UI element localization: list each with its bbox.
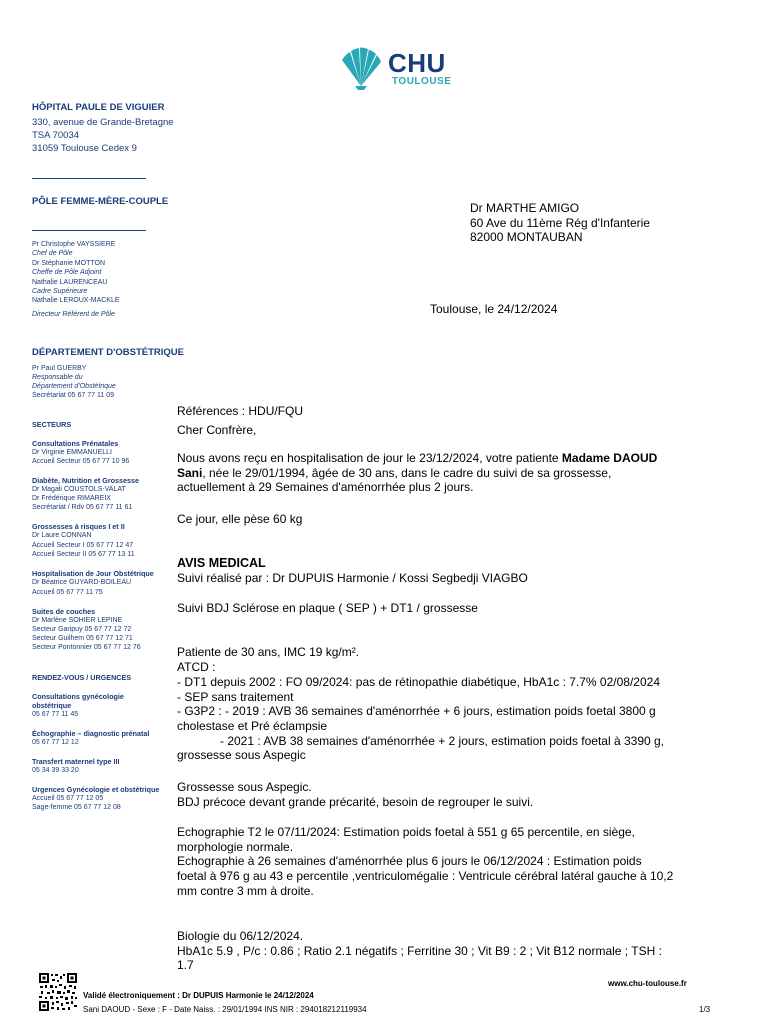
recipient-line: Dr MARTHE AMIGO [470, 201, 580, 215]
atcd-line: cholestase et Pré éclampsie [177, 719, 328, 733]
sector-line: Dr Béatrice GUYARD-BOILEAU [32, 579, 132, 586]
pole-title: PÔLE FEMME-MÈRE-COUPLE [32, 196, 169, 207]
atcd-line: - DT1 depuis 2002 : FO 09/2024: pas de rétinopathie diabétique, HbA1c : 7.7% 02/08/2024 [177, 675, 660, 689]
suivi-bdj: Suivi BDJ Sclérose en plaque ( SEP ) + DT1 / grossesse [177, 601, 478, 615]
recipient-line: 60 Ave du 11ème Rég d'Infanterie [470, 215, 650, 230]
staff-role: Directeur Référent de Pôle [32, 311, 115, 318]
qr-code-icon [38, 972, 78, 1016]
greeting: Cher Confrère, [177, 423, 257, 437]
echo-line: mm contre 3 mm à droite. [177, 884, 314, 898]
sector-line: Secrétariat / Rdv 05 67 77 11 61 [32, 504, 133, 511]
weight-line: Ce jour, elle pèse 60 kg [177, 512, 303, 526]
references: Références : HDU/FQU [177, 404, 304, 418]
sector-line: Dr Magali COUSTOLS-VALAT [32, 486, 126, 493]
atcd-line: grossesse sous Aspegic [177, 748, 306, 762]
rdv-head: obstétrique [32, 701, 72, 710]
rdv-head: Échographie – diagnostic prénatal [32, 729, 150, 738]
hospital-address-line: 31059 Toulouse Cedex 9 [32, 143, 137, 154]
recipient-line: 82000 MONTAUBAN [470, 230, 583, 244]
department-secretariat: Secrétariat 05 67 77 11 09 [32, 392, 114, 399]
bdj-line: BDJ précoce devant grande précarité, besoin de regrouper le suivi. [177, 795, 534, 809]
sector-line: Dr Virginie EMMANUELLI [32, 449, 113, 456]
grossesse-line: Grossesse sous Aspegic. [177, 780, 312, 794]
sector-line: Secteur Garipuy 05 67 77 12 72 [32, 626, 132, 633]
echo-line: Echographie à 26 semaines d'aménorrhée plus 6 jours le 06/12/2024 : Estimation poids [177, 854, 642, 868]
sector-line: Accueil 05 67 77 11 75 [32, 589, 103, 596]
department-title: DÉPARTEMENT D'OBSTÉTRIQUE [32, 347, 184, 358]
logo-brand: CHU [388, 48, 446, 78]
sector-line: Accueil Secteur 05 67 77 10 96 [32, 458, 130, 465]
echo-line: Echographie T2 le 07/11/2024: Estimation poids foetal à 551 g 65 percentile, en siège, [177, 825, 635, 839]
qr-code [38, 972, 78, 1016]
bio-title: Biologie du 06/12/2024. [177, 929, 304, 943]
sector-line: Secteur Guilhem 05 67 77 12 71 [32, 635, 133, 642]
avis-title: AVIS MEDICAL [177, 556, 266, 570]
staff-name: Dr Stéphanie MOTTON [32, 260, 106, 267]
sector-head: Diabète, Nutrition et Grossesse [32, 476, 140, 485]
website: www.chu-toulouse.fr [608, 979, 687, 988]
atcd-line: - 2021 : AVB 38 semaines d'aménorrhée + 2 jours, estimation poids foetal à 3390 g, [220, 734, 665, 748]
validation-line: Validé électroniquement : Dr DUPUIS Harmonie le 24/12/2024 [83, 991, 314, 1000]
hospital-name: HÔPITAL PAULE DE VIGUIER [32, 102, 165, 113]
hospital-address-line: TSA 70034 [32, 130, 80, 141]
rdv-line: Accueil 05 67 77 12 05 [32, 795, 104, 802]
sector-head: Hospitalisation de Jour Obstétrique [32, 569, 154, 578]
staff-role: Chef de Pôle [32, 250, 73, 257]
sector-line: Accueil Secteur I 05 67 77 12 47 [32, 542, 134, 549]
sector-line: Dr Marlène SOHIER LEPINE [32, 617, 123, 624]
suivi-par: Suivi réalisé par : Dr DUPUIS Harmonie / Kossi Segbedji VIAGBO [177, 571, 528, 585]
patient-name: Sani [177, 465, 203, 480]
patient-name: Madame DAOUD [561, 451, 658, 465]
chu-logo [338, 46, 468, 92]
staff-name: Nathalie LAURENCEAU [32, 279, 108, 286]
bio-line: 1.7 [177, 958, 194, 972]
logo-sub: TOULOUSE [392, 76, 452, 87]
sector-head: Consultations Prénatales [32, 439, 119, 448]
rdv-head: Transfert maternel type III [32, 757, 120, 766]
divider [32, 230, 146, 231]
staff-name: Pr Christophe VAYSSIERE [32, 241, 116, 248]
intro-text: Nous avons reçu en hospitalisation de jour le 23/12/2024, votre patiente [177, 451, 562, 465]
staff-role: Cheffe de Pôle Adjoint [32, 269, 102, 276]
intro-paragraph [177, 451, 717, 495]
divider [32, 178, 146, 179]
page-number: 1/3 [699, 1005, 711, 1014]
bio-line: HbA1c 5.9 , P/c : 0.86 ; Ratio 2.1 négatifs ; Ferritine 30 ; Vit B9 : 2 ; Vit B12 normale ; TSH : [177, 944, 662, 958]
sector-head: Suites de couches [32, 607, 96, 616]
department-head: Pr Paul GUERBY [32, 365, 87, 372]
rdv-line: Sage-femme 05 67 77 12 08 [32, 804, 121, 811]
intro-text: actuellement à 29 Semaines d'aménorrhée plus 2 jours. [177, 480, 474, 494]
sectors-title: SECTEURS [32, 420, 72, 429]
date-line: Toulouse, le 24/12/2024 [430, 302, 558, 316]
shell-icon [338, 46, 384, 90]
patient-info: Patiente de 30 ans, IMC 19 kg/m². [177, 645, 360, 659]
sector-line: Dr Frédérique RIMAREIX [32, 495, 111, 502]
patient-footer-line: Sani DAOUD - Sexe : F - Date Naiss. : 29/01/1994 INS NIR : 294018212119934 [83, 1005, 367, 1014]
atcd-title: ATCD : [177, 660, 216, 674]
recipient-block [470, 201, 650, 245]
rdv-line: 05 67 77 12 12 [32, 739, 79, 746]
hospital-address-line: 330, avenue de Grande-Bretagne [32, 117, 174, 128]
rdv-title: RENDEZ-VOUS / URGENCES [32, 673, 132, 682]
sector-head: Grossesses à risques I et II [32, 522, 125, 531]
staff-name: Nathalie LEROUX-MACKLE [32, 297, 120, 304]
staff-role: Cadre Supérieure [32, 288, 88, 295]
department-head-role: Département d'Obstétrique [32, 383, 116, 390]
sector-line: Secteur Pontonnier 05 67 77 12 76 [32, 644, 141, 651]
echo-line: foetal à 976 g au 43 e percentile ,ventriculomégalie : Ventricule cérébral latéral gauche à 10,2 [177, 869, 674, 883]
rdv-line: 05 34 39 33 20 [32, 767, 79, 774]
rdv-line: 05 67 77 11 45 [32, 711, 79, 718]
atcd-line: - G3P2 : - 2019 : AVB 36 semaines d'aménorrhée + 6 jours, estimation poids foetal 3800 g [177, 704, 656, 718]
atcd-line: - SEP sans traitement [177, 690, 294, 704]
intro-text: , née le 29/01/1994, âgée de 30 ans, dans le cadre du suivi de sa grossesse, [202, 465, 612, 480]
rdv-head: Consultations gynécologie [32, 692, 124, 701]
rdv-head: Urgences Gynécologie et obstétrique [32, 785, 160, 794]
sector-line: Dr Laure CONNAN [32, 532, 92, 539]
echo-line: morphologie normale. [177, 840, 294, 854]
sector-line: Accueil Secteur II 05 67 77 13 11 [32, 551, 135, 558]
department-head-role: Responsable du [32, 374, 83, 381]
